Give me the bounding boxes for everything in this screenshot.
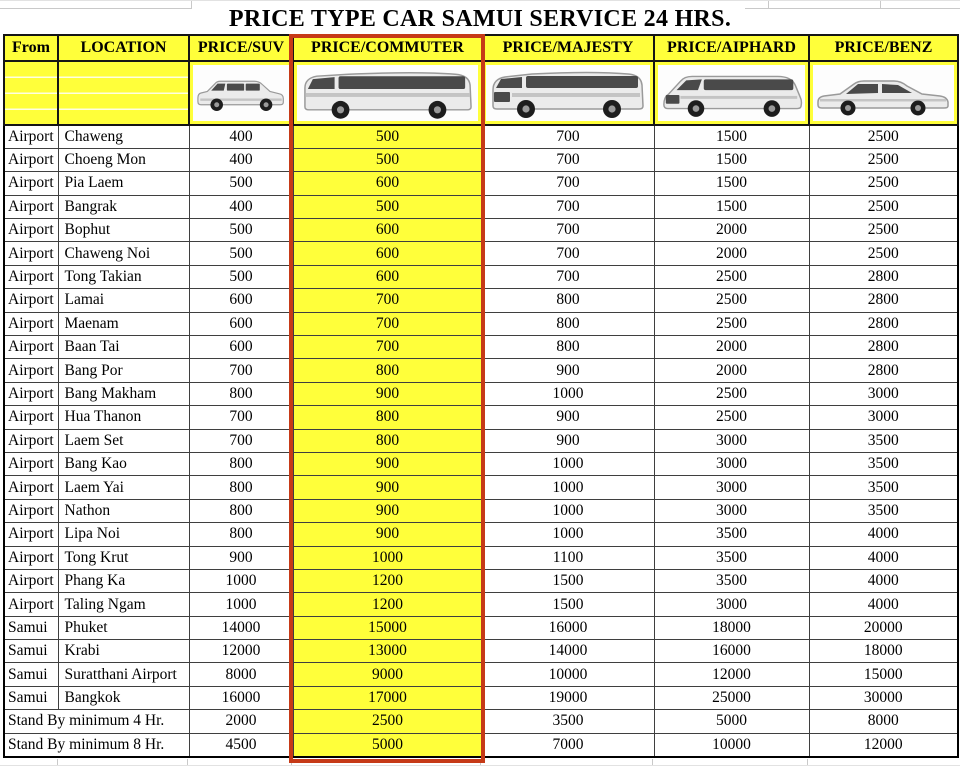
table-row bbox=[4, 172, 958, 195]
cell-aiphard: 1500 bbox=[654, 148, 809, 171]
cell-aiphard: 3000 bbox=[654, 593, 809, 616]
cell-location: Krabi bbox=[58, 640, 189, 663]
cell-from: Airport bbox=[4, 523, 58, 546]
table-row bbox=[4, 242, 958, 265]
cell-aiphard: 1500 bbox=[654, 172, 809, 195]
cell-commuter: 500 bbox=[293, 195, 482, 218]
cell-from: Samui bbox=[4, 640, 58, 663]
cell-aiphard: 16000 bbox=[654, 640, 809, 663]
table-row bbox=[4, 125, 958, 148]
cell-aiphard: 3000 bbox=[654, 429, 809, 452]
sheet-gridline bbox=[187, 759, 188, 765]
cell-from: Stand By minimum 8 Hr. bbox=[4, 733, 189, 756]
cell-location: Suratthani Airport bbox=[58, 663, 189, 686]
cell-benz: 3500 bbox=[809, 476, 958, 499]
cell-from: Airport bbox=[4, 382, 58, 405]
cell-commuter: 900 bbox=[293, 452, 482, 475]
cell-suv: 14000 bbox=[189, 616, 293, 639]
cell-benz: 2500 bbox=[809, 172, 958, 195]
cell-from: Airport bbox=[4, 476, 58, 499]
cell-suv: 700 bbox=[189, 359, 293, 382]
cell-aiphard: 10000 bbox=[654, 733, 809, 756]
price-table-body bbox=[4, 125, 958, 757]
cell-suv: 800 bbox=[189, 499, 293, 522]
cell-aiphard: 2000 bbox=[654, 336, 809, 359]
cell-aiphard: 2500 bbox=[654, 382, 809, 405]
table-row bbox=[4, 429, 958, 452]
cell-majesty: 800 bbox=[482, 312, 654, 335]
cell-commuter: 600 bbox=[293, 242, 482, 265]
sheet-gridline bbox=[291, 759, 292, 765]
cell-location: Bangrak bbox=[58, 195, 189, 218]
blank-yellow-cell bbox=[58, 61, 189, 125]
cell-location: Phang Ka bbox=[58, 569, 189, 592]
cell-benz: 3500 bbox=[809, 429, 958, 452]
cell-from: Airport bbox=[4, 429, 58, 452]
cell-commuter: 600 bbox=[293, 219, 482, 242]
cell-from: Samui bbox=[4, 616, 58, 639]
cell-commuter: 700 bbox=[293, 312, 482, 335]
cell-suv: 12000 bbox=[189, 640, 293, 663]
cell-benz: 8000 bbox=[809, 710, 958, 733]
cell-majesty: 14000 bbox=[482, 640, 654, 663]
cell-location: Hua Thanon bbox=[58, 406, 189, 429]
suv-car-photo bbox=[193, 65, 289, 121]
header-from: From bbox=[4, 35, 58, 61]
cell-majesty: 10000 bbox=[482, 663, 654, 686]
cell-majesty: 1000 bbox=[482, 452, 654, 475]
cell-aiphard: 2000 bbox=[654, 359, 809, 382]
header-commuter: PRICE/COMMUTER bbox=[293, 35, 482, 61]
cell-suv: 700 bbox=[189, 406, 293, 429]
cell-aiphard: 2000 bbox=[654, 242, 809, 265]
table-row bbox=[4, 569, 958, 592]
cell-location: Tong Krut bbox=[58, 546, 189, 569]
cell-from: Airport bbox=[4, 312, 58, 335]
cell-from: Airport bbox=[4, 359, 58, 382]
cell-benz: 18000 bbox=[809, 640, 958, 663]
table-row bbox=[4, 593, 958, 616]
table-row bbox=[4, 359, 958, 382]
cell-majesty: 19000 bbox=[482, 686, 654, 709]
cell-majesty: 7000 bbox=[482, 733, 654, 756]
cell-majesty: 700 bbox=[482, 148, 654, 171]
cell-suv: 2000 bbox=[189, 710, 293, 733]
header-location: LOCATION bbox=[58, 35, 189, 61]
cell-location: Bangkok bbox=[58, 686, 189, 709]
table-row bbox=[4, 523, 958, 546]
cell-commuter: 700 bbox=[293, 336, 482, 359]
cell-commuter: 800 bbox=[293, 359, 482, 382]
cell-location: Pia Laem bbox=[58, 172, 189, 195]
table-row bbox=[4, 219, 958, 242]
cell-commuter: 600 bbox=[293, 265, 482, 288]
cell-location: Lamai bbox=[58, 289, 189, 312]
table-row bbox=[4, 452, 958, 475]
cell-suv: 800 bbox=[189, 476, 293, 499]
cell-majesty: 700 bbox=[482, 195, 654, 218]
cell-commuter: 5000 bbox=[293, 733, 482, 756]
cell-from: Airport bbox=[4, 289, 58, 312]
cell-suv: 1000 bbox=[189, 569, 293, 592]
cell-commuter: 2500 bbox=[293, 710, 482, 733]
table-row bbox=[4, 499, 958, 522]
majesty-van-photo bbox=[486, 65, 650, 121]
cell-benz: 4000 bbox=[809, 593, 958, 616]
cell-majesty: 1000 bbox=[482, 382, 654, 405]
sheet-gridline bbox=[480, 759, 481, 765]
cell-aiphard: 1500 bbox=[654, 195, 809, 218]
cell-aiphard: 2500 bbox=[654, 406, 809, 429]
cell-majesty: 700 bbox=[482, 265, 654, 288]
cell-majesty: 1500 bbox=[482, 593, 654, 616]
cell-suv: 500 bbox=[189, 265, 293, 288]
cell-suv: 400 bbox=[189, 125, 293, 148]
cell-from: Airport bbox=[4, 406, 58, 429]
table-row bbox=[4, 733, 958, 756]
table-row bbox=[4, 616, 958, 639]
cell-from: Airport bbox=[4, 172, 58, 195]
header-suv: PRICE/SUV bbox=[189, 35, 293, 61]
cell-aiphard: 2000 bbox=[654, 219, 809, 242]
cell-aiphard: 12000 bbox=[654, 663, 809, 686]
cell-aiphard: 3500 bbox=[654, 523, 809, 546]
table-row bbox=[4, 406, 958, 429]
cell-commuter: 800 bbox=[293, 429, 482, 452]
cell-benz: 2800 bbox=[809, 359, 958, 382]
cell-commuter: 13000 bbox=[293, 640, 482, 663]
cell-from: Airport bbox=[4, 125, 58, 148]
cell-benz: 30000 bbox=[809, 686, 958, 709]
cell-commuter: 500 bbox=[293, 148, 482, 171]
table-row bbox=[4, 336, 958, 359]
cell-benz: 3000 bbox=[809, 382, 958, 405]
sheet-gridline bbox=[807, 759, 808, 765]
cell-from: Airport bbox=[4, 242, 58, 265]
cell-aiphard: 5000 bbox=[654, 710, 809, 733]
cell-aiphard: 2500 bbox=[654, 265, 809, 288]
table-row bbox=[4, 476, 958, 499]
cell-commuter: 900 bbox=[293, 382, 482, 405]
cell-from: Airport bbox=[4, 499, 58, 522]
cell-aiphard: 3000 bbox=[654, 476, 809, 499]
cell-location: Choeng Mon bbox=[58, 148, 189, 171]
sheet-gridline bbox=[57, 759, 58, 765]
cell-benz: 4000 bbox=[809, 569, 958, 592]
benz-image-cell bbox=[809, 61, 958, 125]
table-row bbox=[4, 382, 958, 405]
cell-suv: 8000 bbox=[189, 663, 293, 686]
cell-from: Samui bbox=[4, 686, 58, 709]
cell-commuter: 700 bbox=[293, 289, 482, 312]
suv-image-cell bbox=[189, 61, 293, 125]
cell-benz: 2800 bbox=[809, 265, 958, 288]
table-row bbox=[4, 289, 958, 312]
cell-suv: 400 bbox=[189, 195, 293, 218]
cell-from: Airport bbox=[4, 195, 58, 218]
cell-location: Nathon bbox=[58, 499, 189, 522]
table-row bbox=[4, 312, 958, 335]
vehicle-image-row bbox=[4, 61, 958, 125]
cell-from: Airport bbox=[4, 219, 58, 242]
cell-majesty: 800 bbox=[482, 336, 654, 359]
cell-commuter: 500 bbox=[293, 125, 482, 148]
cell-majesty: 1000 bbox=[482, 476, 654, 499]
cell-suv: 600 bbox=[189, 312, 293, 335]
cell-majesty: 1500 bbox=[482, 569, 654, 592]
cell-benz: 2500 bbox=[809, 219, 958, 242]
cell-benz: 2500 bbox=[809, 195, 958, 218]
cell-suv: 16000 bbox=[189, 686, 293, 709]
cell-from: Stand By minimum 4 Hr. bbox=[4, 710, 189, 733]
aiphard-image-cell bbox=[654, 61, 809, 125]
cell-from: Airport bbox=[4, 452, 58, 475]
header-benz: PRICE/BENZ bbox=[809, 35, 958, 61]
cell-suv: 600 bbox=[189, 336, 293, 359]
cell-commuter: 1000 bbox=[293, 546, 482, 569]
commuter-van-photo bbox=[297, 65, 478, 121]
cell-suv: 500 bbox=[189, 219, 293, 242]
cell-majesty: 800 bbox=[482, 289, 654, 312]
cell-location: Taling Ngam bbox=[58, 593, 189, 616]
price-table bbox=[3, 34, 959, 758]
cell-suv: 500 bbox=[189, 242, 293, 265]
benz-sedan-photo bbox=[813, 65, 954, 121]
cell-from: Airport bbox=[4, 546, 58, 569]
cell-aiphard: 3000 bbox=[654, 499, 809, 522]
cell-benz: 3500 bbox=[809, 452, 958, 475]
cell-majesty: 900 bbox=[482, 359, 654, 382]
cell-benz: 2500 bbox=[809, 148, 958, 171]
header-aiphard: PRICE/AIPHARD bbox=[654, 35, 809, 61]
header-majesty: PRICE/MAJESTY bbox=[482, 35, 654, 61]
cell-location: Maenam bbox=[58, 312, 189, 335]
cell-commuter: 15000 bbox=[293, 616, 482, 639]
aiphard-van-photo bbox=[658, 65, 805, 121]
cell-suv: 800 bbox=[189, 382, 293, 405]
cell-aiphard: 25000 bbox=[654, 686, 809, 709]
cell-benz: 4000 bbox=[809, 523, 958, 546]
table-row bbox=[4, 265, 958, 288]
cell-from: Airport bbox=[4, 148, 58, 171]
cell-suv: 400 bbox=[189, 148, 293, 171]
header-row bbox=[4, 35, 958, 61]
cell-benz: 15000 bbox=[809, 663, 958, 686]
cell-commuter: 900 bbox=[293, 476, 482, 499]
cell-majesty: 700 bbox=[482, 219, 654, 242]
cell-from: Samui bbox=[4, 663, 58, 686]
cell-benz: 2500 bbox=[809, 125, 958, 148]
cell-commuter: 900 bbox=[293, 499, 482, 522]
cell-benz: 3000 bbox=[809, 406, 958, 429]
cell-from: Airport bbox=[4, 336, 58, 359]
cell-aiphard: 18000 bbox=[654, 616, 809, 639]
cell-location: Bang Kao bbox=[58, 452, 189, 475]
cell-majesty: 1000 bbox=[482, 499, 654, 522]
cell-majesty: 700 bbox=[482, 125, 654, 148]
table-row bbox=[4, 686, 958, 709]
cell-location: Chaweng Noi bbox=[58, 242, 189, 265]
cell-majesty: 700 bbox=[482, 172, 654, 195]
cell-commuter: 9000 bbox=[293, 663, 482, 686]
cell-benz: 2500 bbox=[809, 242, 958, 265]
cell-benz: 12000 bbox=[809, 733, 958, 756]
cell-aiphard: 2500 bbox=[654, 312, 809, 335]
table-row bbox=[4, 148, 958, 171]
cell-aiphard: 2500 bbox=[654, 289, 809, 312]
cell-commuter: 600 bbox=[293, 172, 482, 195]
cell-location: Bang Por bbox=[58, 359, 189, 382]
cell-majesty: 900 bbox=[482, 429, 654, 452]
table-row bbox=[4, 640, 958, 663]
cell-aiphard: 3000 bbox=[654, 452, 809, 475]
cell-suv: 800 bbox=[189, 523, 293, 546]
cell-location: Chaweng bbox=[58, 125, 189, 148]
cell-commuter: 17000 bbox=[293, 686, 482, 709]
cell-majesty: 16000 bbox=[482, 616, 654, 639]
page-title: PRICE TYPE CAR SAMUI SERVICE 24 HRS. bbox=[228, 6, 732, 32]
blank-yellow-cell bbox=[4, 61, 58, 125]
cell-majesty: 900 bbox=[482, 406, 654, 429]
cell-location: Laem Yai bbox=[58, 476, 189, 499]
cell-aiphard: 3500 bbox=[654, 546, 809, 569]
cell-location: Laem Set bbox=[58, 429, 189, 452]
cell-aiphard: 1500 bbox=[654, 125, 809, 148]
cell-benz: 2800 bbox=[809, 336, 958, 359]
cell-location: Baan Tai bbox=[58, 336, 189, 359]
cell-suv: 800 bbox=[189, 452, 293, 475]
cell-from: Airport bbox=[4, 265, 58, 288]
cell-suv: 500 bbox=[189, 172, 293, 195]
cell-commuter: 1200 bbox=[293, 593, 482, 616]
cell-benz: 20000 bbox=[809, 616, 958, 639]
table-row bbox=[4, 663, 958, 686]
cell-benz: 2800 bbox=[809, 289, 958, 312]
cell-majesty: 1100 bbox=[482, 546, 654, 569]
cell-majesty: 700 bbox=[482, 242, 654, 265]
cell-majesty: 1000 bbox=[482, 523, 654, 546]
cell-suv: 4500 bbox=[189, 733, 293, 756]
cell-suv: 700 bbox=[189, 429, 293, 452]
majesty-image-cell bbox=[482, 61, 654, 125]
cell-suv: 600 bbox=[189, 289, 293, 312]
table-row bbox=[4, 195, 958, 218]
cell-benz: 3500 bbox=[809, 499, 958, 522]
cell-location: Phuket bbox=[58, 616, 189, 639]
cell-suv: 1000 bbox=[189, 593, 293, 616]
cell-commuter: 1200 bbox=[293, 569, 482, 592]
cell-location: Lipa Noi bbox=[58, 523, 189, 546]
cell-location: Bophut bbox=[58, 219, 189, 242]
table-row bbox=[4, 710, 958, 733]
table-row bbox=[4, 546, 958, 569]
cell-majesty: 3500 bbox=[482, 710, 654, 733]
cell-from: Airport bbox=[4, 593, 58, 616]
cell-aiphard: 3500 bbox=[654, 569, 809, 592]
cell-benz: 2800 bbox=[809, 312, 958, 335]
cell-location: Tong Takian bbox=[58, 265, 189, 288]
cell-commuter: 900 bbox=[293, 523, 482, 546]
cell-from: Airport bbox=[4, 569, 58, 592]
cell-suv: 900 bbox=[189, 546, 293, 569]
sheet-gridline bbox=[652, 759, 653, 765]
commuter-image-cell bbox=[293, 61, 482, 125]
cell-location: Bang Makham bbox=[58, 382, 189, 405]
cell-benz: 4000 bbox=[809, 546, 958, 569]
cell-commuter: 800 bbox=[293, 406, 482, 429]
